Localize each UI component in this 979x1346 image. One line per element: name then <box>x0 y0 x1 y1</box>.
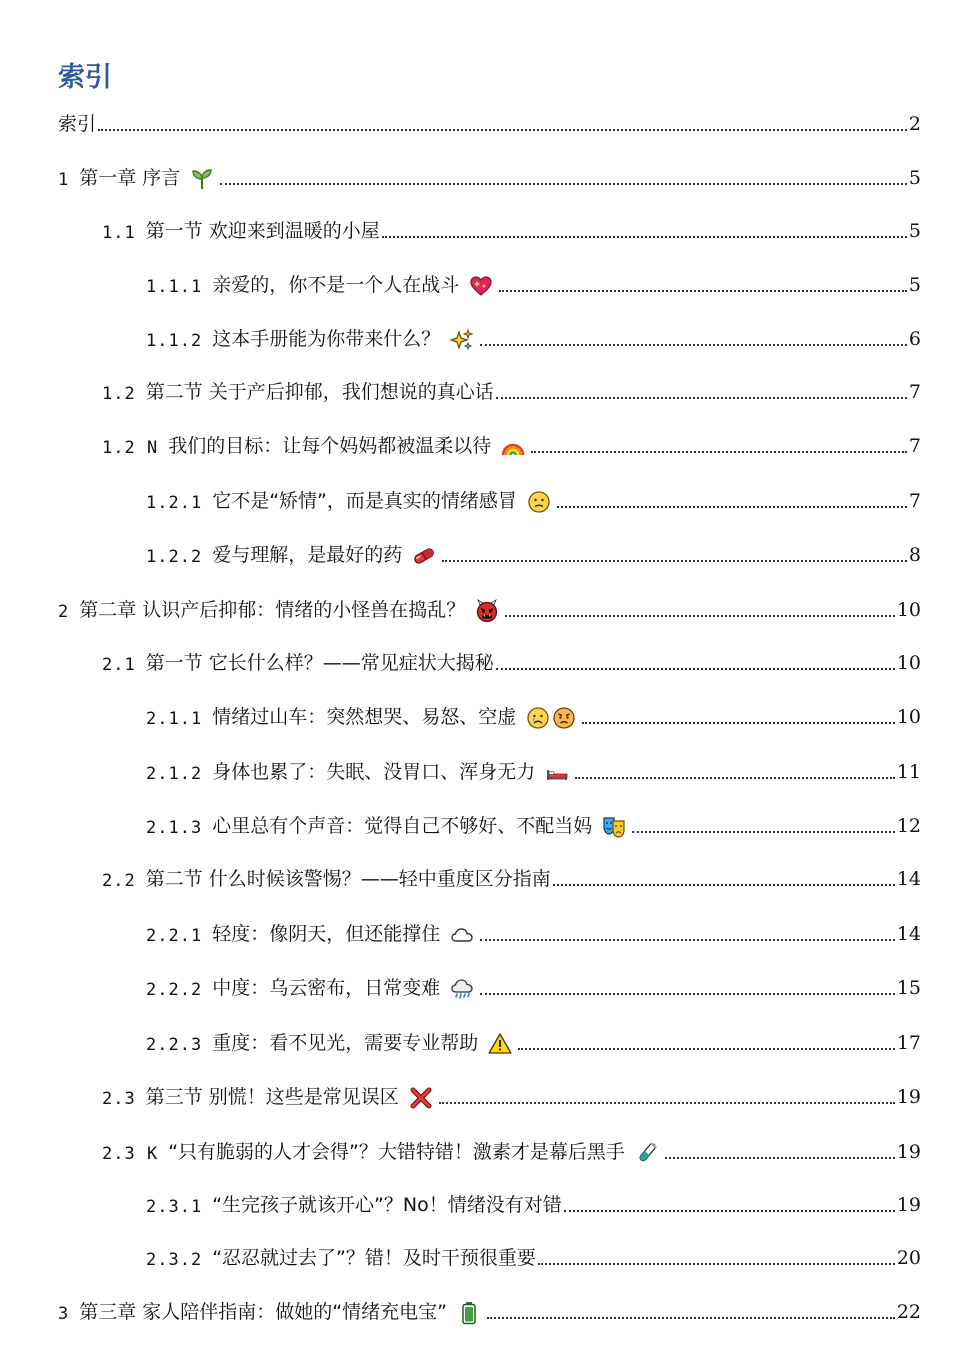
toc-entry-number: 1.1 <box>102 222 136 243</box>
toc-entry[interactable] <box>0 700 921 730</box>
toc-entry-title: 情绪过山车：突然想哭、易怒、空虚 <box>212 706 517 729</box>
toc-entry-title: “忍忍就过去了”？错！及时干预很重要 <box>212 1247 536 1270</box>
toc-entry-title: 亲爱的，你不是一个人在战斗 <box>212 274 460 297</box>
toc-leader <box>499 290 907 292</box>
toc-entry-title: 第二节 关于产后抑郁，我们想说的真心话 <box>145 381 494 404</box>
toc-page-number: 20 <box>896 1247 921 1270</box>
toc-page-number: 14 <box>896 868 921 891</box>
toc-entry-title: 索引 <box>58 113 97 136</box>
toc-entry[interactable] <box>0 755 921 785</box>
toc-entry[interactable] <box>0 917 921 947</box>
toc-entry[interactable] <box>0 1026 921 1056</box>
toc-leader <box>382 236 907 238</box>
toc-leader <box>220 183 907 185</box>
toc-entry-number: 1.1.2 <box>146 330 203 351</box>
toc-entry-number: 2.3.1 <box>146 1196 203 1217</box>
toc-leader <box>480 939 895 941</box>
toc-page-number: 12 <box>896 815 921 838</box>
toc-entry[interactable] <box>0 1135 921 1165</box>
battery-icon <box>457 1301 481 1325</box>
bed-icon <box>545 761 569 785</box>
rainbow-icon <box>501 435 525 459</box>
pill-icon <box>412 544 436 568</box>
toc-leader <box>480 993 895 995</box>
toc-leader <box>665 1157 895 1159</box>
toc-page-number: 19 <box>896 1141 921 1164</box>
toc-entry-number: 2.1.3 <box>146 817 203 838</box>
toc-entry-title: 它不是“矫情”，而是真实的情绪感冒 <box>212 490 517 513</box>
toc-entry-number: 2.3 K <box>102 1143 159 1164</box>
ogre-icon <box>475 599 499 623</box>
toc-entry[interactable] <box>0 646 921 676</box>
toc-leader <box>439 1102 895 1104</box>
toc-entry[interactable] <box>0 375 921 405</box>
toc-entry-title: 第一节 它长什么样？——常见症状大揭秘 <box>145 652 494 675</box>
toc-entry[interactable] <box>0 322 921 352</box>
toc-leader <box>564 1210 895 1212</box>
toc-leader <box>538 1263 895 1265</box>
rain-cloud-icon <box>450 977 474 1001</box>
toc-page-number: 8 <box>908 544 921 567</box>
worried-face-icon <box>527 490 551 514</box>
toc-entry-title: “只有脆弱的人才会得”？大错特错！激素才是幕后黑手 <box>168 1141 625 1164</box>
toc-entry-number: 2.2.1 <box>146 925 203 946</box>
toc-leader <box>582 722 895 724</box>
toc-leader <box>98 129 907 131</box>
toc-entry-title: 第三章 家人陪伴指南：做她的“情绪充电宝” <box>79 1301 447 1324</box>
toc-entry[interactable] <box>0 268 921 298</box>
sparkles-icon <box>450 328 474 352</box>
toc-leader <box>487 1317 895 1319</box>
toc-entry-title: 爱与理解，是最好的药 <box>212 544 403 567</box>
toc-entry[interactable] <box>0 862 921 892</box>
toc-entry-number: 2.1.2 <box>146 763 203 784</box>
toc-leader <box>632 831 895 833</box>
toc-page-number: 2 <box>908 113 921 136</box>
toc-leader <box>557 506 907 508</box>
toc-page-number: 5 <box>908 274 921 297</box>
toc-entry-title: 身体也累了：失眠、没胃口、浑身无力 <box>212 761 536 784</box>
toc-page-number: 11 <box>896 761 921 784</box>
toc-entry[interactable] <box>0 1295 921 1325</box>
toc-leader <box>518 1048 895 1050</box>
toc-page-number: 10 <box>896 599 921 622</box>
toc-page-number: 7 <box>908 435 921 458</box>
toc-entry[interactable] <box>0 214 921 244</box>
toc-page-number: 6 <box>908 328 921 351</box>
toc-entry-number: 1 <box>58 169 70 190</box>
toc-entry[interactable] <box>0 1241 921 1271</box>
toc-entry-title: 心里总有个声音：觉得自己不够好、不配当妈 <box>212 815 593 838</box>
toc-leader <box>480 344 907 346</box>
toc-entry-title: 第三节 别慌！这些是常见误区 <box>145 1086 399 1109</box>
test-tube-icon <box>635 1141 659 1165</box>
toc-entry-title: 轻度：像阴天，但还能撑住 <box>212 923 441 946</box>
toc-page-number: 5 <box>908 167 921 190</box>
toc-page-number: 19 <box>896 1194 921 1217</box>
toc-entry[interactable] <box>0 107 921 137</box>
toc-entry[interactable] <box>0 1188 921 1218</box>
toc-entry-title: 中度：乌云密布，日常变难 <box>212 977 441 1000</box>
toc-page-number: 10 <box>896 652 921 675</box>
toc-entry-number: 1.2.1 <box>146 492 203 513</box>
toc-entry-number: 2.1 <box>102 654 136 675</box>
toc-entry[interactable] <box>0 538 921 568</box>
toc-entry[interactable] <box>0 484 921 514</box>
toc-leader <box>575 777 895 779</box>
toc-page-number: 15 <box>896 977 921 1000</box>
toc-entry-number: 1.2 <box>102 383 136 404</box>
toc-page-number: 19 <box>896 1086 921 1109</box>
warning-icon <box>488 1032 512 1056</box>
toc-entry-title: 这本手册能为你带来什么？ <box>212 328 441 351</box>
toc-page-number: 22 <box>896 1301 921 1324</box>
cross-mark-icon <box>409 1086 433 1110</box>
toc-leader <box>442 560 907 562</box>
toc-entry-title: 第二章 认识产后抑郁：情绪的小怪兽在捣乱？ <box>79 599 466 622</box>
toc-entry[interactable] <box>0 971 921 1001</box>
toc-entry[interactable] <box>0 1080 921 1110</box>
toc-entry-title: 第一章 序言 <box>79 167 181 190</box>
toc-entry-number: 2.2.3 <box>146 1034 203 1055</box>
sad-angry-faces-icon <box>526 706 576 730</box>
toc-entry-number: 3 <box>58 1303 70 1324</box>
toc-page-number: 7 <box>908 490 921 513</box>
toc-entry-title: 我们的目标：让每个妈妈都被温柔以待 <box>168 435 492 458</box>
toc-page-number: 7 <box>908 381 921 404</box>
toc-leader <box>505 615 895 617</box>
sparkling-heart-icon <box>469 274 493 298</box>
toc-entry-title: 重度：看不见光，需要专业帮助 <box>212 1032 479 1055</box>
toc-entry[interactable] <box>0 809 921 839</box>
toc-entry-number: 2.3.2 <box>146 1249 203 1270</box>
toc-page-number: 10 <box>896 706 921 729</box>
seedling-icon <box>190 167 214 191</box>
toc-entry-title: “生完孩子就该开心”？No！情绪没有对错 <box>212 1194 562 1217</box>
toc-leader <box>496 668 895 670</box>
toc-leader <box>553 884 895 886</box>
theater-masks-icon <box>602 815 626 839</box>
toc-entry-title: 第二节 什么时候该警惕？——轻中重度区分指南 <box>145 868 551 891</box>
toc-entry-number: 2.2 <box>102 870 136 891</box>
toc-entry-number: 1.2 N <box>102 437 159 458</box>
toc-entry-number: 2.1.1 <box>146 708 203 729</box>
page-title: 索引 <box>58 62 112 93</box>
toc-entry-number: 1.2.2 <box>146 546 203 567</box>
cloud-icon <box>450 923 474 947</box>
toc-entry-title: 第一节 欢迎来到温暖的小屋 <box>145 220 380 243</box>
toc-leader <box>531 451 907 453</box>
toc-entry-number: 2.2.2 <box>146 979 203 1000</box>
toc-entry-number: 2.3 <box>102 1088 136 1109</box>
toc-entry[interactable] <box>0 161 921 191</box>
toc-page-number: 5 <box>908 220 921 243</box>
toc-entry[interactable] <box>0 593 921 623</box>
toc-entry-number: 1.1.1 <box>146 276 203 297</box>
toc-entry[interactable] <box>0 429 921 459</box>
toc-entry-number: 2 <box>58 601 70 622</box>
toc-leader <box>496 397 907 399</box>
toc-page-number: 14 <box>896 923 921 946</box>
toc-page-number: 17 <box>896 1032 921 1055</box>
